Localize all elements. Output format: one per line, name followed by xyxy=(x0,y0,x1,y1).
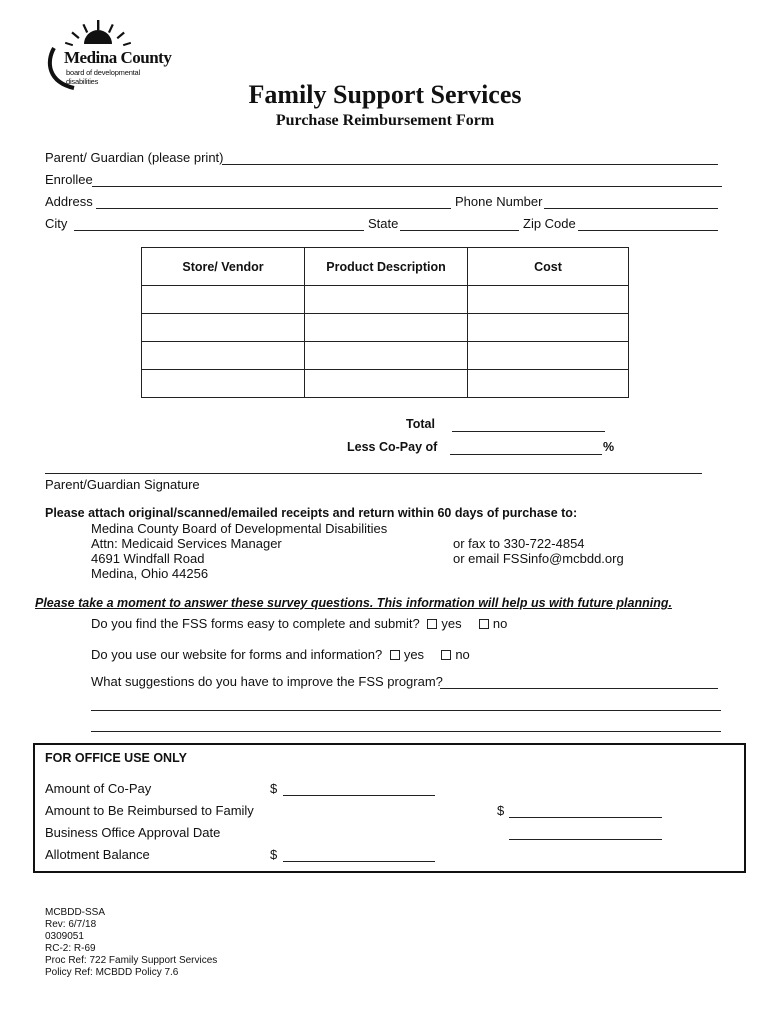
fax-text: or fax to 330-722-4854 xyxy=(453,536,585,551)
suggestion-field-line-3[interactable] xyxy=(91,731,721,732)
product-cell[interactable] xyxy=(305,314,468,342)
address-field[interactable] xyxy=(96,208,451,209)
q1-no-label: no xyxy=(492,616,508,631)
footer-line: Policy Ref: MCBDD Policy 7.6 xyxy=(45,967,179,978)
table-row xyxy=(142,314,629,342)
product-cell[interactable] xyxy=(305,342,468,370)
city-label: City xyxy=(45,216,68,231)
zip-label: Zip Code xyxy=(523,216,576,231)
office-copay-field[interactable] xyxy=(283,795,435,796)
address-line: 4691 Windfall Road xyxy=(91,551,205,566)
cost-cell[interactable] xyxy=(468,342,629,370)
city-field[interactable] xyxy=(74,230,364,231)
state-label: State xyxy=(368,216,399,231)
footer-line: MCBDD-SSA xyxy=(45,907,106,918)
zip-field[interactable] xyxy=(578,230,718,231)
survey-question-2 xyxy=(91,647,470,662)
phone-field[interactable] xyxy=(544,208,718,209)
logo-subtitle: board of developmental disabilities xyxy=(66,68,140,86)
signature-field[interactable] xyxy=(45,473,702,474)
store-cell[interactable] xyxy=(142,370,305,398)
product-cell[interactable] xyxy=(305,286,468,314)
address-line: Medina County Board of Developmental Disabilities xyxy=(91,521,388,536)
address-line: Medina, Ohio 44256 xyxy=(91,566,209,581)
q1-yes-checkbox[interactable] xyxy=(427,619,437,629)
dollar-sign: $ xyxy=(497,803,505,818)
dollar-sign: $ xyxy=(270,847,278,862)
page-title: Family Support Services xyxy=(248,80,522,109)
percent-sign: % xyxy=(603,440,615,454)
q2-text: Do you use our website for forms and information? xyxy=(91,647,383,662)
q1-no-checkbox[interactable] xyxy=(479,619,489,629)
q2-no-label: no xyxy=(455,647,470,662)
total-field[interactable] xyxy=(452,431,605,432)
copay-field[interactable] xyxy=(450,454,602,455)
store-cell[interactable] xyxy=(142,286,305,314)
office-allotment-label: Allotment Balance xyxy=(45,847,150,862)
signature-label: Parent/Guardian Signature xyxy=(45,477,200,492)
survey-question-1 xyxy=(91,616,507,631)
office-reimbursed-field[interactable] xyxy=(509,817,662,818)
footer-line: RC-2: R-69 xyxy=(45,943,96,954)
table-row xyxy=(142,342,629,370)
store-cell[interactable] xyxy=(142,342,305,370)
office-reimbursed-label: Amount to Be Reimbursed to Family xyxy=(45,803,254,818)
address-label: Address xyxy=(45,194,93,209)
q3-text: What suggestions do you have to improve the FSS program? xyxy=(91,674,443,689)
parent-label: Parent/ Guardian (please print) xyxy=(45,150,224,165)
header-store: Store/ Vendor xyxy=(142,248,305,286)
header-product: Product Description xyxy=(305,248,468,286)
dollar-sign: $ xyxy=(270,781,278,796)
table-row xyxy=(142,370,629,398)
office-heading: FOR OFFICE USE ONLY xyxy=(45,751,187,765)
office-approval-field[interactable] xyxy=(509,839,662,840)
enrollee-field[interactable] xyxy=(92,186,722,187)
q2-yes-label: yes xyxy=(403,647,425,662)
footer-line: 0309051 xyxy=(45,931,84,942)
enrollee-label: Enrollee xyxy=(45,172,93,187)
product-cell[interactable] xyxy=(305,370,468,398)
state-field[interactable] xyxy=(400,230,519,231)
office-allotment-field[interactable] xyxy=(283,861,435,862)
cost-cell[interactable] xyxy=(468,314,629,342)
q1-text: Do you find the FSS forms easy to complete and submit? xyxy=(91,616,420,631)
copay-label: Less Co-Pay of xyxy=(347,440,438,454)
phone-label: Phone Number xyxy=(455,194,543,209)
purchases-table xyxy=(141,247,629,398)
email-text: or email FSSinfo@mcbdd.org xyxy=(453,551,624,566)
table-row xyxy=(142,286,629,314)
address-line: Attn: Medicaid Services Manager xyxy=(91,536,282,551)
office-approval-label: Business Office Approval Date xyxy=(45,825,221,840)
total-label: Total xyxy=(406,417,435,431)
header-cost: Cost xyxy=(468,248,629,286)
footer-line: Rev: 6/7/18 xyxy=(45,919,97,930)
footer-line: Proc Ref: 722 Family Support Services xyxy=(45,955,218,966)
office-copay-label: Amount of Co-Pay xyxy=(45,781,152,796)
survey-intro: Please take a moment to answer these survey questions. This information will help us with future planning. xyxy=(35,596,672,610)
q2-no-checkbox[interactable] xyxy=(441,650,451,660)
store-cell[interactable] xyxy=(142,314,305,342)
page-subtitle: Purchase Reimbursement Form xyxy=(275,112,495,129)
q1-yes-label: yes xyxy=(441,616,462,631)
instructions-heading: Please attach original/scanned/emailed receipts and return within 60 days of purchase to: xyxy=(45,506,578,520)
cost-cell[interactable] xyxy=(468,286,629,314)
q2-yes-checkbox[interactable] xyxy=(390,650,400,660)
suggestion-field[interactable] xyxy=(440,688,718,689)
logo-name: Medina County xyxy=(64,48,172,67)
cost-cell[interactable] xyxy=(468,370,629,398)
parent-field[interactable] xyxy=(222,164,718,165)
suggestion-field-line-2[interactable] xyxy=(91,710,721,711)
table-header-row xyxy=(142,248,629,286)
